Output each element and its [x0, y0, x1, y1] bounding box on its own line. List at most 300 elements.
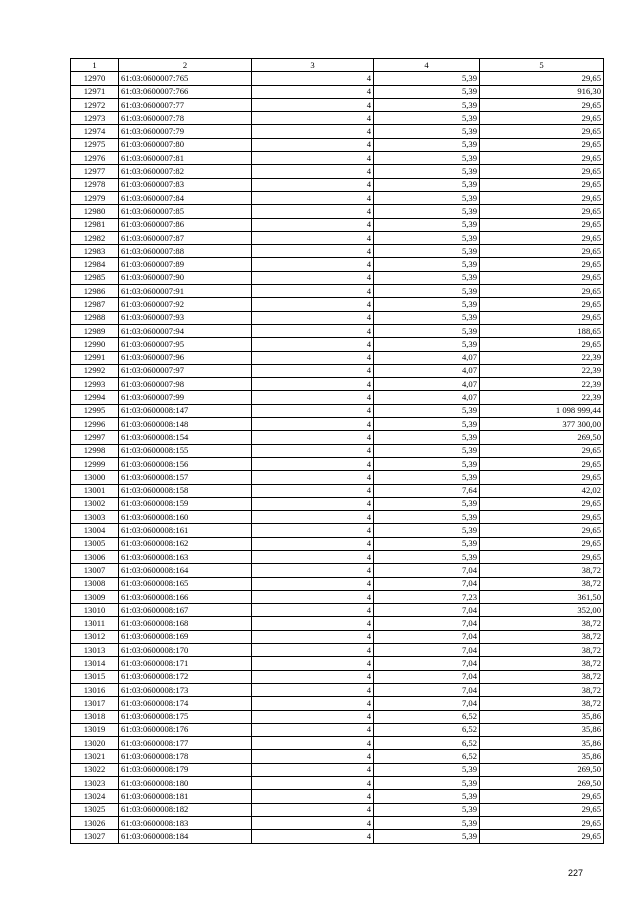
row-number-cell: 12970 — [71, 72, 119, 85]
column-3-cell: 4 — [252, 590, 374, 603]
column-4-cell: 5,39 — [374, 112, 480, 125]
column-5-cell: 29,65 — [480, 72, 604, 85]
table-row — [71, 165, 604, 178]
header-cell-1: 1 — [71, 59, 119, 72]
column-5-cell: 29,65 — [480, 830, 604, 843]
row-number-cell: 13018 — [71, 710, 119, 723]
column-3-cell: 4 — [252, 338, 374, 351]
cadastral-number-cell: 61:03:0600007:89 — [119, 258, 252, 271]
row-number-cell: 13027 — [71, 830, 119, 843]
column-5-cell: 361,50 — [480, 590, 604, 603]
column-5-cell: 29,65 — [480, 218, 604, 231]
table-row — [71, 351, 604, 364]
cadastral-number-cell: 61:03:0600007:97 — [119, 364, 252, 377]
column-3-cell: 4 — [252, 404, 374, 417]
cadastral-number-cell: 61:03:0600007:92 — [119, 298, 252, 311]
cadastral-number-cell: 61:03:0600008:169 — [119, 630, 252, 643]
table-row — [71, 324, 604, 337]
table-row — [71, 737, 604, 750]
row-number-cell: 13003 — [71, 511, 119, 524]
table-row — [71, 444, 604, 457]
column-4-cell: 7,04 — [374, 683, 480, 696]
column-3-cell: 4 — [252, 816, 374, 829]
table-row — [71, 537, 604, 550]
column-3-cell: 4 — [252, 790, 374, 803]
column-4-cell: 4,07 — [374, 378, 480, 391]
column-4-cell: 7,04 — [374, 577, 480, 590]
column-4-cell: 5,39 — [374, 311, 480, 324]
column-5-cell: 29,65 — [480, 98, 604, 111]
column-3-cell: 4 — [252, 670, 374, 683]
column-4-cell: 7,04 — [374, 697, 480, 710]
column-4-cell: 5,39 — [374, 550, 480, 563]
column-3-cell: 4 — [252, 178, 374, 191]
column-4-cell: 5,39 — [374, 178, 480, 191]
table-row — [71, 218, 604, 231]
row-number-cell: 12999 — [71, 457, 119, 470]
row-number-cell: 13017 — [71, 697, 119, 710]
column-4-cell: 7,04 — [374, 670, 480, 683]
column-5-cell: 269,50 — [480, 431, 604, 444]
column-4-cell: 5,39 — [374, 497, 480, 510]
column-5-cell: 29,65 — [480, 471, 604, 484]
column-5-cell: 29,65 — [480, 112, 604, 125]
column-5-cell: 29,65 — [480, 524, 604, 537]
row-number-cell: 13012 — [71, 630, 119, 643]
column-3-cell: 4 — [252, 418, 374, 431]
table-row — [71, 497, 604, 510]
column-3-cell: 4 — [252, 830, 374, 843]
table-row — [71, 816, 604, 829]
cadastral-number-cell: 61:03:0600007:82 — [119, 165, 252, 178]
cadastral-number-cell: 61:03:0600007:93 — [119, 311, 252, 324]
row-number-cell: 13016 — [71, 683, 119, 696]
table-row — [71, 125, 604, 138]
column-4-cell: 6,52 — [374, 710, 480, 723]
cadastral-number-cell: 61:03:0600007:88 — [119, 245, 252, 258]
column-4-cell: 5,39 — [374, 803, 480, 816]
cadastral-number-cell: 61:03:0600008:170 — [119, 644, 252, 657]
table-row — [71, 404, 604, 417]
column-4-cell: 5,39 — [374, 511, 480, 524]
row-number-cell: 12978 — [71, 178, 119, 191]
cadastral-number-cell: 61:03:0600008:154 — [119, 431, 252, 444]
table-row — [71, 697, 604, 710]
column-5-cell: 377 300,00 — [480, 418, 604, 431]
column-4-cell: 5,39 — [374, 471, 480, 484]
column-4-cell: 5,39 — [374, 85, 480, 98]
column-4-cell: 5,39 — [374, 830, 480, 843]
table-row — [71, 710, 604, 723]
column-5-cell: 22,39 — [480, 378, 604, 391]
table-row — [71, 790, 604, 803]
row-number-cell: 13011 — [71, 617, 119, 630]
table-row — [71, 590, 604, 603]
table-row — [71, 777, 604, 790]
table-row — [71, 378, 604, 391]
column-4-cell: 7,64 — [374, 484, 480, 497]
cadastral-number-cell: 61:03:0600007:90 — [119, 271, 252, 284]
column-3-cell: 4 — [252, 617, 374, 630]
column-3-cell: 4 — [252, 191, 374, 204]
cadastral-number-cell: 61:03:0600008:178 — [119, 750, 252, 763]
table-row — [71, 112, 604, 125]
table-row — [71, 138, 604, 151]
column-3-cell: 4 — [252, 231, 374, 244]
row-number-cell: 12986 — [71, 285, 119, 298]
cadastral-number-cell: 61:03:0600007:95 — [119, 338, 252, 351]
cadastral-number-cell: 61:03:0600008:176 — [119, 723, 252, 736]
cadastral-number-cell: 61:03:0600008:180 — [119, 777, 252, 790]
column-4-cell: 5,39 — [374, 191, 480, 204]
column-5-cell: 1 098 999,44 — [480, 404, 604, 417]
cadastral-number-cell: 61:03:0600008:161 — [119, 524, 252, 537]
row-number-cell: 13024 — [71, 790, 119, 803]
row-number-cell: 12991 — [71, 351, 119, 364]
table-row — [71, 391, 604, 404]
cadastral-number-cell: 61:03:0600008:177 — [119, 737, 252, 750]
column-4-cell: 5,39 — [374, 231, 480, 244]
row-number-cell: 12973 — [71, 112, 119, 125]
table-row — [71, 617, 604, 630]
column-3-cell: 4 — [252, 152, 374, 165]
cadastral-number-cell: 61:03:0600008:163 — [119, 550, 252, 563]
column-3-cell: 4 — [252, 737, 374, 750]
cadastral-number-cell: 61:03:0600007:99 — [119, 391, 252, 404]
column-5-cell: 29,65 — [480, 298, 604, 311]
column-5-cell: 29,65 — [480, 311, 604, 324]
column-3-cell: 4 — [252, 258, 374, 271]
column-5-cell: 29,65 — [480, 816, 604, 829]
row-number-cell: 13021 — [71, 750, 119, 763]
column-4-cell: 5,39 — [374, 205, 480, 218]
table-row — [71, 285, 604, 298]
column-5-cell: 38,72 — [480, 564, 604, 577]
column-4-cell: 5,39 — [374, 152, 480, 165]
column-5-cell: 38,72 — [480, 670, 604, 683]
cadastral-number-cell: 61:03:0600007:77 — [119, 98, 252, 111]
column-5-cell: 38,72 — [480, 657, 604, 670]
column-3-cell: 4 — [252, 98, 374, 111]
cadastral-number-cell: 61:03:0600008:162 — [119, 537, 252, 550]
row-number-cell: 12987 — [71, 298, 119, 311]
column-4-cell: 5,39 — [374, 790, 480, 803]
table-row — [71, 298, 604, 311]
column-3-cell: 4 — [252, 285, 374, 298]
row-number-cell: 13010 — [71, 604, 119, 617]
column-3-cell: 4 — [252, 85, 374, 98]
column-3-cell: 4 — [252, 112, 374, 125]
row-number-cell: 13000 — [71, 471, 119, 484]
row-number-cell: 13013 — [71, 644, 119, 657]
cadastral-number-cell: 61:03:0600008:184 — [119, 830, 252, 843]
column-5-cell: 38,72 — [480, 630, 604, 643]
row-number-cell: 12977 — [71, 165, 119, 178]
column-5-cell: 29,65 — [480, 138, 604, 151]
table-row — [71, 564, 604, 577]
row-number-cell: 12980 — [71, 205, 119, 218]
column-5-cell: 38,72 — [480, 644, 604, 657]
column-5-cell: 35,86 — [480, 737, 604, 750]
column-4-cell: 5,39 — [374, 763, 480, 776]
row-number-cell: 13025 — [71, 803, 119, 816]
column-3-cell: 4 — [252, 537, 374, 550]
column-5-cell: 269,50 — [480, 763, 604, 776]
table-row — [71, 72, 604, 85]
column-3-cell: 4 — [252, 205, 374, 218]
cadastral-number-cell: 61:03:0600008:182 — [119, 803, 252, 816]
column-4-cell: 7,04 — [374, 564, 480, 577]
column-3-cell: 4 — [252, 763, 374, 776]
cadastral-number-cell: 61:03:0600008:156 — [119, 457, 252, 470]
table-row — [71, 750, 604, 763]
column-3-cell: 4 — [252, 431, 374, 444]
column-3-cell: 4 — [252, 657, 374, 670]
cadastral-number-cell: 61:03:0600008:175 — [119, 710, 252, 723]
column-5-cell: 29,65 — [480, 550, 604, 563]
row-number-cell: 12974 — [71, 125, 119, 138]
column-3-cell: 4 — [252, 511, 374, 524]
table-row — [71, 577, 604, 590]
row-number-cell: 13020 — [71, 737, 119, 750]
row-number-cell: 13019 — [71, 723, 119, 736]
column-3-cell: 4 — [252, 444, 374, 457]
column-3-cell: 4 — [252, 165, 374, 178]
cadastral-number-cell: 61:03:0600008:160 — [119, 511, 252, 524]
row-number-cell: 13015 — [71, 670, 119, 683]
table-row — [71, 830, 604, 843]
column-4-cell: 5,39 — [374, 431, 480, 444]
row-number-cell: 12997 — [71, 431, 119, 444]
cadastral-number-cell: 61:03:0600008:174 — [119, 697, 252, 710]
row-number-cell: 12992 — [71, 364, 119, 377]
column-3-cell: 4 — [252, 218, 374, 231]
row-number-cell: 13023 — [71, 777, 119, 790]
row-number-cell: 12982 — [71, 231, 119, 244]
cadastral-number-cell: 61:03:0600007:766 — [119, 85, 252, 98]
column-4-cell: 6,52 — [374, 750, 480, 763]
cadastral-number-cell: 61:03:0600008:155 — [119, 444, 252, 457]
column-4-cell: 4,07 — [374, 351, 480, 364]
table-row — [71, 524, 604, 537]
column-5-cell: 29,65 — [480, 178, 604, 191]
column-4-cell: 5,39 — [374, 457, 480, 470]
cadastral-number-cell: 61:03:0600007:83 — [119, 178, 252, 191]
table-row — [71, 644, 604, 657]
column-4-cell: 7,04 — [374, 617, 480, 630]
column-3-cell: 4 — [252, 245, 374, 258]
cadastral-number-cell: 61:03:0600008:171 — [119, 657, 252, 670]
column-4-cell: 5,39 — [374, 524, 480, 537]
table-row — [71, 657, 604, 670]
column-3-cell: 4 — [252, 271, 374, 284]
column-4-cell: 5,39 — [374, 125, 480, 138]
table-row — [71, 723, 604, 736]
row-number-cell: 13001 — [71, 484, 119, 497]
table-row — [71, 431, 604, 444]
row-number-cell: 12981 — [71, 218, 119, 231]
column-3-cell: 4 — [252, 697, 374, 710]
row-number-cell: 13014 — [71, 657, 119, 670]
column-4-cell: 6,52 — [374, 737, 480, 750]
column-4-cell: 5,39 — [374, 324, 480, 337]
column-5-cell: 38,72 — [480, 617, 604, 630]
row-number-cell: 13022 — [71, 763, 119, 776]
table-row — [71, 245, 604, 258]
column-4-cell: 5,39 — [374, 444, 480, 457]
row-number-cell: 12993 — [71, 378, 119, 391]
column-3-cell: 4 — [252, 351, 374, 364]
column-4-cell: 5,39 — [374, 98, 480, 111]
table-row — [71, 191, 604, 204]
column-5-cell: 29,65 — [480, 165, 604, 178]
column-3-cell: 4 — [252, 777, 374, 790]
column-3-cell: 4 — [252, 630, 374, 643]
register-table — [70, 58, 604, 844]
cadastral-number-cell: 61:03:0600007:94 — [119, 324, 252, 337]
column-4-cell: 5,39 — [374, 537, 480, 550]
column-3-cell: 4 — [252, 710, 374, 723]
column-4-cell: 5,39 — [374, 271, 480, 284]
column-4-cell: 7,04 — [374, 644, 480, 657]
column-3-cell: 4 — [252, 324, 374, 337]
column-4-cell: 5,39 — [374, 165, 480, 178]
column-3-cell: 4 — [252, 378, 374, 391]
table-row — [71, 803, 604, 816]
cadastral-number-cell: 61:03:0600007:86 — [119, 218, 252, 231]
column-4-cell: 5,39 — [374, 298, 480, 311]
table-row — [71, 311, 604, 324]
column-5-cell: 29,65 — [480, 285, 604, 298]
column-4-cell: 6,52 — [374, 723, 480, 736]
table-row — [71, 178, 604, 191]
column-4-cell: 5,39 — [374, 258, 480, 271]
row-number-cell: 12983 — [71, 245, 119, 258]
table-row — [71, 418, 604, 431]
column-5-cell: 352,00 — [480, 604, 604, 617]
row-number-cell: 12976 — [71, 152, 119, 165]
row-number-cell: 13002 — [71, 497, 119, 510]
column-5-cell: 29,65 — [480, 537, 604, 550]
header-cell-4: 4 — [374, 59, 480, 72]
cadastral-number-cell: 61:03:0600007:80 — [119, 138, 252, 151]
column-5-cell: 29,65 — [480, 497, 604, 510]
column-5-cell: 916,30 — [480, 85, 604, 98]
table-header — [71, 59, 604, 72]
column-3-cell: 4 — [252, 803, 374, 816]
column-4-cell: 5,39 — [374, 816, 480, 829]
column-4-cell: 7,04 — [374, 604, 480, 617]
table-row — [71, 271, 604, 284]
table-row — [71, 604, 604, 617]
cadastral-number-cell: 61:03:0600008:165 — [119, 577, 252, 590]
row-number-cell: 12998 — [71, 444, 119, 457]
cadastral-number-cell: 61:03:0600007:765 — [119, 72, 252, 85]
column-5-cell: 29,65 — [480, 271, 604, 284]
cadastral-number-cell: 61:03:0600008:158 — [119, 484, 252, 497]
cadastral-number-cell: 61:03:0600008:159 — [119, 497, 252, 510]
table-row — [71, 471, 604, 484]
column-5-cell: 29,65 — [480, 152, 604, 165]
column-4-cell: 5,39 — [374, 72, 480, 85]
table-row — [71, 550, 604, 563]
table-row — [71, 670, 604, 683]
column-3-cell: 4 — [252, 311, 374, 324]
column-3-cell: 4 — [252, 550, 374, 563]
column-5-cell: 29,65 — [480, 258, 604, 271]
cadastral-number-cell: 61:03:0600007:87 — [119, 231, 252, 244]
row-number-cell: 12989 — [71, 324, 119, 337]
cadastral-number-cell: 61:03:0600007:98 — [119, 378, 252, 391]
column-4-cell: 4,07 — [374, 391, 480, 404]
cadastral-number-cell: 61:03:0600008:168 — [119, 617, 252, 630]
column-5-cell: 269,50 — [480, 777, 604, 790]
table-row — [71, 338, 604, 351]
cadastral-number-cell: 61:03:0600007:84 — [119, 191, 252, 204]
column-5-cell: 42,02 — [480, 484, 604, 497]
column-4-cell: 5,39 — [374, 338, 480, 351]
cadastral-number-cell: 61:03:0600008:166 — [119, 590, 252, 603]
column-5-cell: 29,65 — [480, 125, 604, 138]
column-3-cell: 4 — [252, 497, 374, 510]
cadastral-number-cell: 61:03:0600007:85 — [119, 205, 252, 218]
row-number-cell: 12995 — [71, 404, 119, 417]
column-5-cell: 29,65 — [480, 231, 604, 244]
column-3-cell: 4 — [252, 484, 374, 497]
cadastral-number-cell: 61:03:0600008:148 — [119, 418, 252, 431]
table-row — [71, 484, 604, 497]
column-5-cell: 22,39 — [480, 364, 604, 377]
table-row — [71, 85, 604, 98]
column-3-cell: 4 — [252, 564, 374, 577]
table-body — [71, 72, 604, 843]
header-cell-2: 2 — [119, 59, 252, 72]
cadastral-number-cell: 61:03:0600008:173 — [119, 683, 252, 696]
cadastral-number-cell: 61:03:0600008:183 — [119, 816, 252, 829]
column-5-cell: 29,65 — [480, 245, 604, 258]
row-number-cell: 13005 — [71, 537, 119, 550]
column-3-cell: 4 — [252, 644, 374, 657]
cadastral-number-cell: 61:03:0600007:78 — [119, 112, 252, 125]
column-5-cell: 29,65 — [480, 457, 604, 470]
column-3-cell: 4 — [252, 524, 374, 537]
cadastral-number-cell: 61:03:0600007:79 — [119, 125, 252, 138]
column-5-cell: 22,39 — [480, 391, 604, 404]
column-3-cell: 4 — [252, 72, 374, 85]
column-3-cell: 4 — [252, 471, 374, 484]
row-number-cell: 13008 — [71, 577, 119, 590]
cadastral-number-cell: 61:03:0600008:164 — [119, 564, 252, 577]
row-number-cell: 12985 — [71, 271, 119, 284]
row-number-cell: 12984 — [71, 258, 119, 271]
table-row — [71, 231, 604, 244]
row-number-cell: 12994 — [71, 391, 119, 404]
cadastral-number-cell: 61:03:0600008:157 — [119, 471, 252, 484]
column-4-cell: 5,39 — [374, 218, 480, 231]
column-4-cell: 7,23 — [374, 590, 480, 603]
column-4-cell: 5,39 — [374, 418, 480, 431]
table-row — [71, 205, 604, 218]
table-row — [71, 152, 604, 165]
header-row — [71, 59, 604, 72]
column-5-cell: 29,65 — [480, 803, 604, 816]
column-3-cell: 4 — [252, 683, 374, 696]
column-5-cell: 38,72 — [480, 697, 604, 710]
column-4-cell: 4,07 — [374, 364, 480, 377]
cadastral-number-cell: 61:03:0600007:96 — [119, 351, 252, 364]
column-5-cell: 29,65 — [480, 511, 604, 524]
page-number: 227 — [567, 868, 583, 878]
